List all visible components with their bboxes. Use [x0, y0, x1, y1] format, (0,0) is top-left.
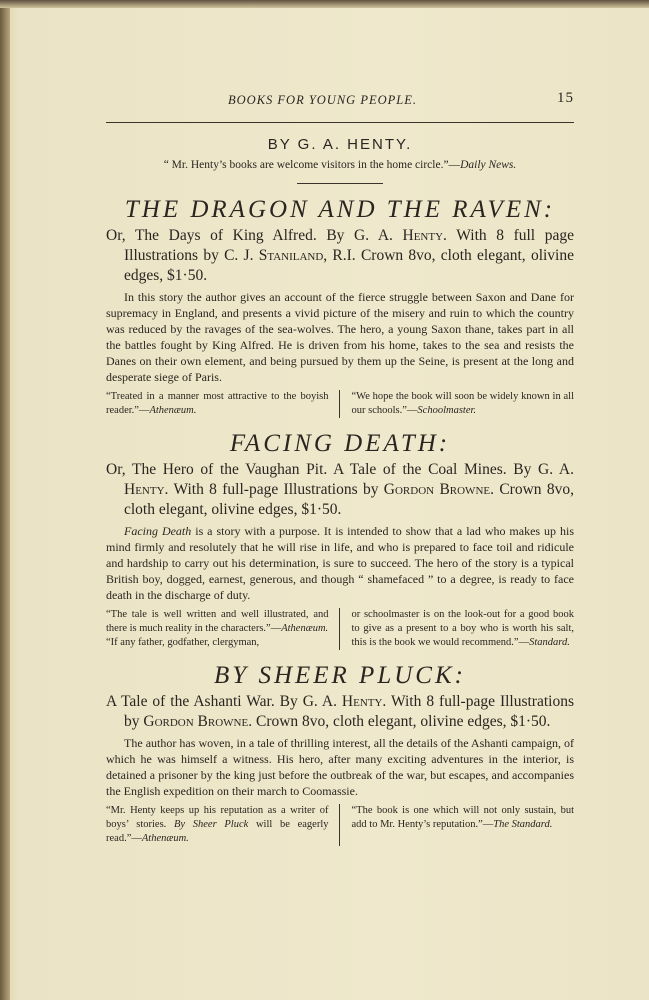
review-source: Athenæum.	[149, 405, 197, 416]
book-reviews	[106, 390, 574, 418]
author-quote-source: Daily News.	[460, 159, 517, 171]
review-source: Standard.	[529, 637, 570, 648]
subtitle-illustrator: Gordon Browne.	[383, 481, 494, 498]
subtitle-text: With 8 full-page Illustrations by	[168, 481, 384, 498]
description-text: In this story the author gives an account of the fierce struggle between Saxon and Dane for supremacy in England, and presents a vivid picture of the misery and ruin to which the country was reduced by the ravages of the sea-wolves. The hero, a young Saxon thane, takes part in all the battles fought by King Alfred. He is driven from his home, takes to the sea and resists the Danes on their own element, and being pursued by them up the Seine, is present at the long and desperate siege of Paris.	[106, 290, 574, 384]
book-entry-sheer-pluck	[106, 662, 574, 846]
review-right	[340, 390, 575, 418]
book-subtitle	[106, 226, 574, 286]
header-rule	[106, 122, 574, 123]
review-left	[106, 804, 340, 846]
subtitle-text: Crown 8vo, cloth elegant, olivine edges, $1·50.	[124, 247, 574, 284]
subtitle-text: With 8 full-page Illustrations by	[124, 693, 574, 730]
book-reviews	[106, 804, 574, 846]
review-left	[106, 390, 340, 418]
book-subtitle	[106, 692, 574, 732]
review-source: Athenæum.	[281, 623, 329, 634]
review-source: Schoolmaster.	[417, 405, 477, 416]
subtitle-text: Or, The Hero of the Vaughan Pit. A Tale of the Coal Mines. By G. A.	[106, 461, 574, 478]
book-title: BY SHEER PLUCK:	[214, 662, 466, 689]
subtitle-author: Henty.	[402, 227, 447, 244]
review-text: “If any father, godfather, clergyman,	[106, 637, 260, 648]
section-rule	[297, 183, 383, 184]
review-italic-title: By Sheer Pluck	[174, 819, 249, 830]
running-head-title: BOOKS FOR YOUNG PEOPLE.	[228, 93, 417, 107]
review-source: The Standard.	[493, 819, 553, 830]
review-right	[340, 804, 575, 846]
author-quote	[106, 159, 574, 171]
subtitle-text: Crown 8vo, cloth elegant, olivine edges, $1·50.	[124, 481, 574, 518]
review-text: will be eagerly read.”—	[106, 819, 329, 844]
book-title: FACING DEATH:	[229, 430, 451, 457]
review-text: “Treated in a manner most attractive to the boyish reader.”—	[106, 391, 329, 416]
book-reviews	[106, 608, 574, 650]
review-source: Athenæum.	[141, 833, 189, 844]
description-text: is a story with a purpose. It is intended to show that a lad who makes up his mind firmly and resolutely that he will rise in life, and who is prepared to face toil and ridicule and hardship to carry out his determination, is sure to succeed. The hero of the story is a typical British boy, dogged, earnest, generous, and though “ shamefaced ” to a degree, is ready to face death in the discharge of duty.	[106, 524, 574, 602]
subtitle-illustrator: Staniland, R.I.	[258, 247, 356, 264]
subtitle-author: Henty.	[124, 481, 169, 498]
book-title: THE DRAGON AND THE RAVEN:	[124, 196, 556, 223]
subtitle-illustrator: Gordon Browne.	[143, 713, 253, 730]
page-content	[106, 90, 574, 846]
book-entry-facing-death	[106, 430, 574, 650]
book-description	[106, 735, 574, 799]
page-number: 15	[557, 90, 574, 106]
review-left	[106, 608, 340, 650]
subtitle-text: Or, The Days of King Alfred. By G. A.	[106, 227, 403, 244]
page-top-edge	[0, 0, 649, 8]
review-right	[340, 608, 575, 650]
subtitle-text: A Tale of the Ashanti War. By G. A.	[106, 693, 342, 710]
description-lead: Facing Death	[124, 524, 192, 538]
review-text: “We hope the book will soon be widely known in all our schools.”—	[351, 391, 574, 416]
subtitle-text: With 8 full page Illustrations by C. J.	[124, 227, 574, 264]
running-head	[106, 90, 574, 110]
author-quote-text: “ Mr. Henty’s books are welcome visitors in the home circle.”—	[163, 159, 461, 171]
subtitle-author: Henty.	[341, 693, 387, 710]
review-text: or schoolmaster is on the look-out for a good book to give as a present to a boy who is worth his salt, this is the book we would recommend.”—	[351, 609, 574, 648]
author-heading: BY G. A. HENTY.	[267, 136, 413, 153]
subtitle-text: Crown 8vo, cloth elegant, olivine edges, $1·50.	[252, 713, 551, 730]
description-text: The author has woven, in a tale of thrilling interest, all the details of the Ashanti campaign, of which he was himself a witness. His hero, after many exciting adventures in the interior, is detained a prisoner by the king just before the outbreak of the war, but escapes, and accompanies the English expedition on their march to Coomassie.	[106, 736, 574, 798]
review-text: “The book is one which will not only sustain, but add to Mr. Henty’s reputation.”—	[351, 805, 574, 830]
review-text: “The tale is well written and well illustrated, and there is much reality in the characters.”—	[106, 609, 329, 634]
book-entry-dragon-raven	[106, 196, 574, 418]
book-description	[106, 289, 574, 385]
book-description	[106, 523, 574, 603]
book-spine-shadow	[0, 0, 10, 1000]
book-subtitle	[106, 460, 574, 520]
review-text: “Mr. Henty keeps up his reputation as a writer of boys’ stories.	[106, 805, 329, 830]
